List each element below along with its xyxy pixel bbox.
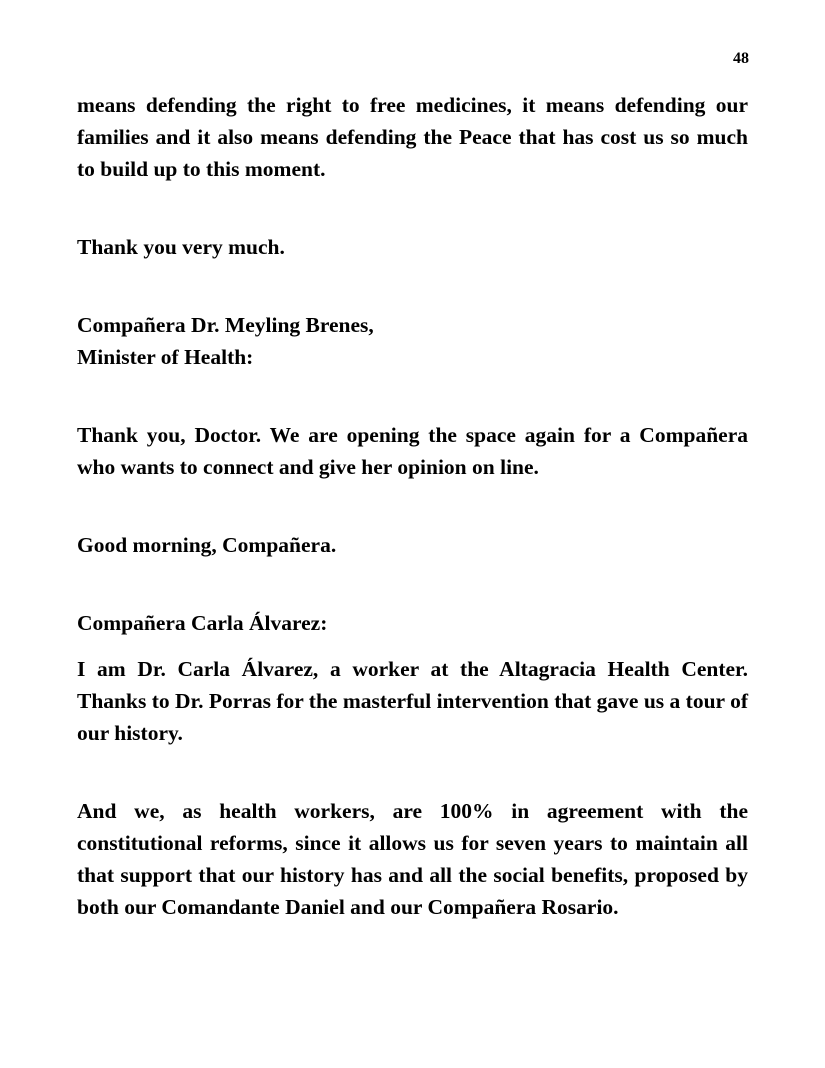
paragraph-minister-remarks: Thank you, Doctor. We are opening the space again for a Compañera who wants to connect and give her opinion on line.: [77, 423, 748, 479]
speaker-name-carla: Compañera Carla Álvarez:: [77, 611, 328, 635]
paragraph-thanks: Thank you very much.: [77, 235, 285, 259]
paragraph-greeting: Good morning, Compañera.: [77, 533, 337, 557]
speaker-name: Compañera Dr. Meyling Brenes,: [77, 313, 374, 337]
page-number: 48: [733, 50, 749, 67]
document-body: [77, 89, 748, 923]
paragraph-continuation: means defending the right to free medicines, it means defending our families and it also means defending the Peace that has cost us so much to build up to this moment.: [77, 93, 748, 181]
paragraph-carla-intro: I am Dr. Carla Álvarez, a worker at the Altagracia Health Center. Thanks to Dr. Porras for the masterful intervention that gave us a tour of our history.: [77, 657, 748, 745]
paragraph-carla-reforms: And we, as health workers, are 100% in agreement with the constitutional reforms, since it allows us for seven years to maintain all that support that our history has and all the social benefits, proposed by both our Comandante Daniel and our Compañera Rosario.: [77, 799, 748, 919]
speaker-title: Minister of Health:: [77, 345, 254, 369]
